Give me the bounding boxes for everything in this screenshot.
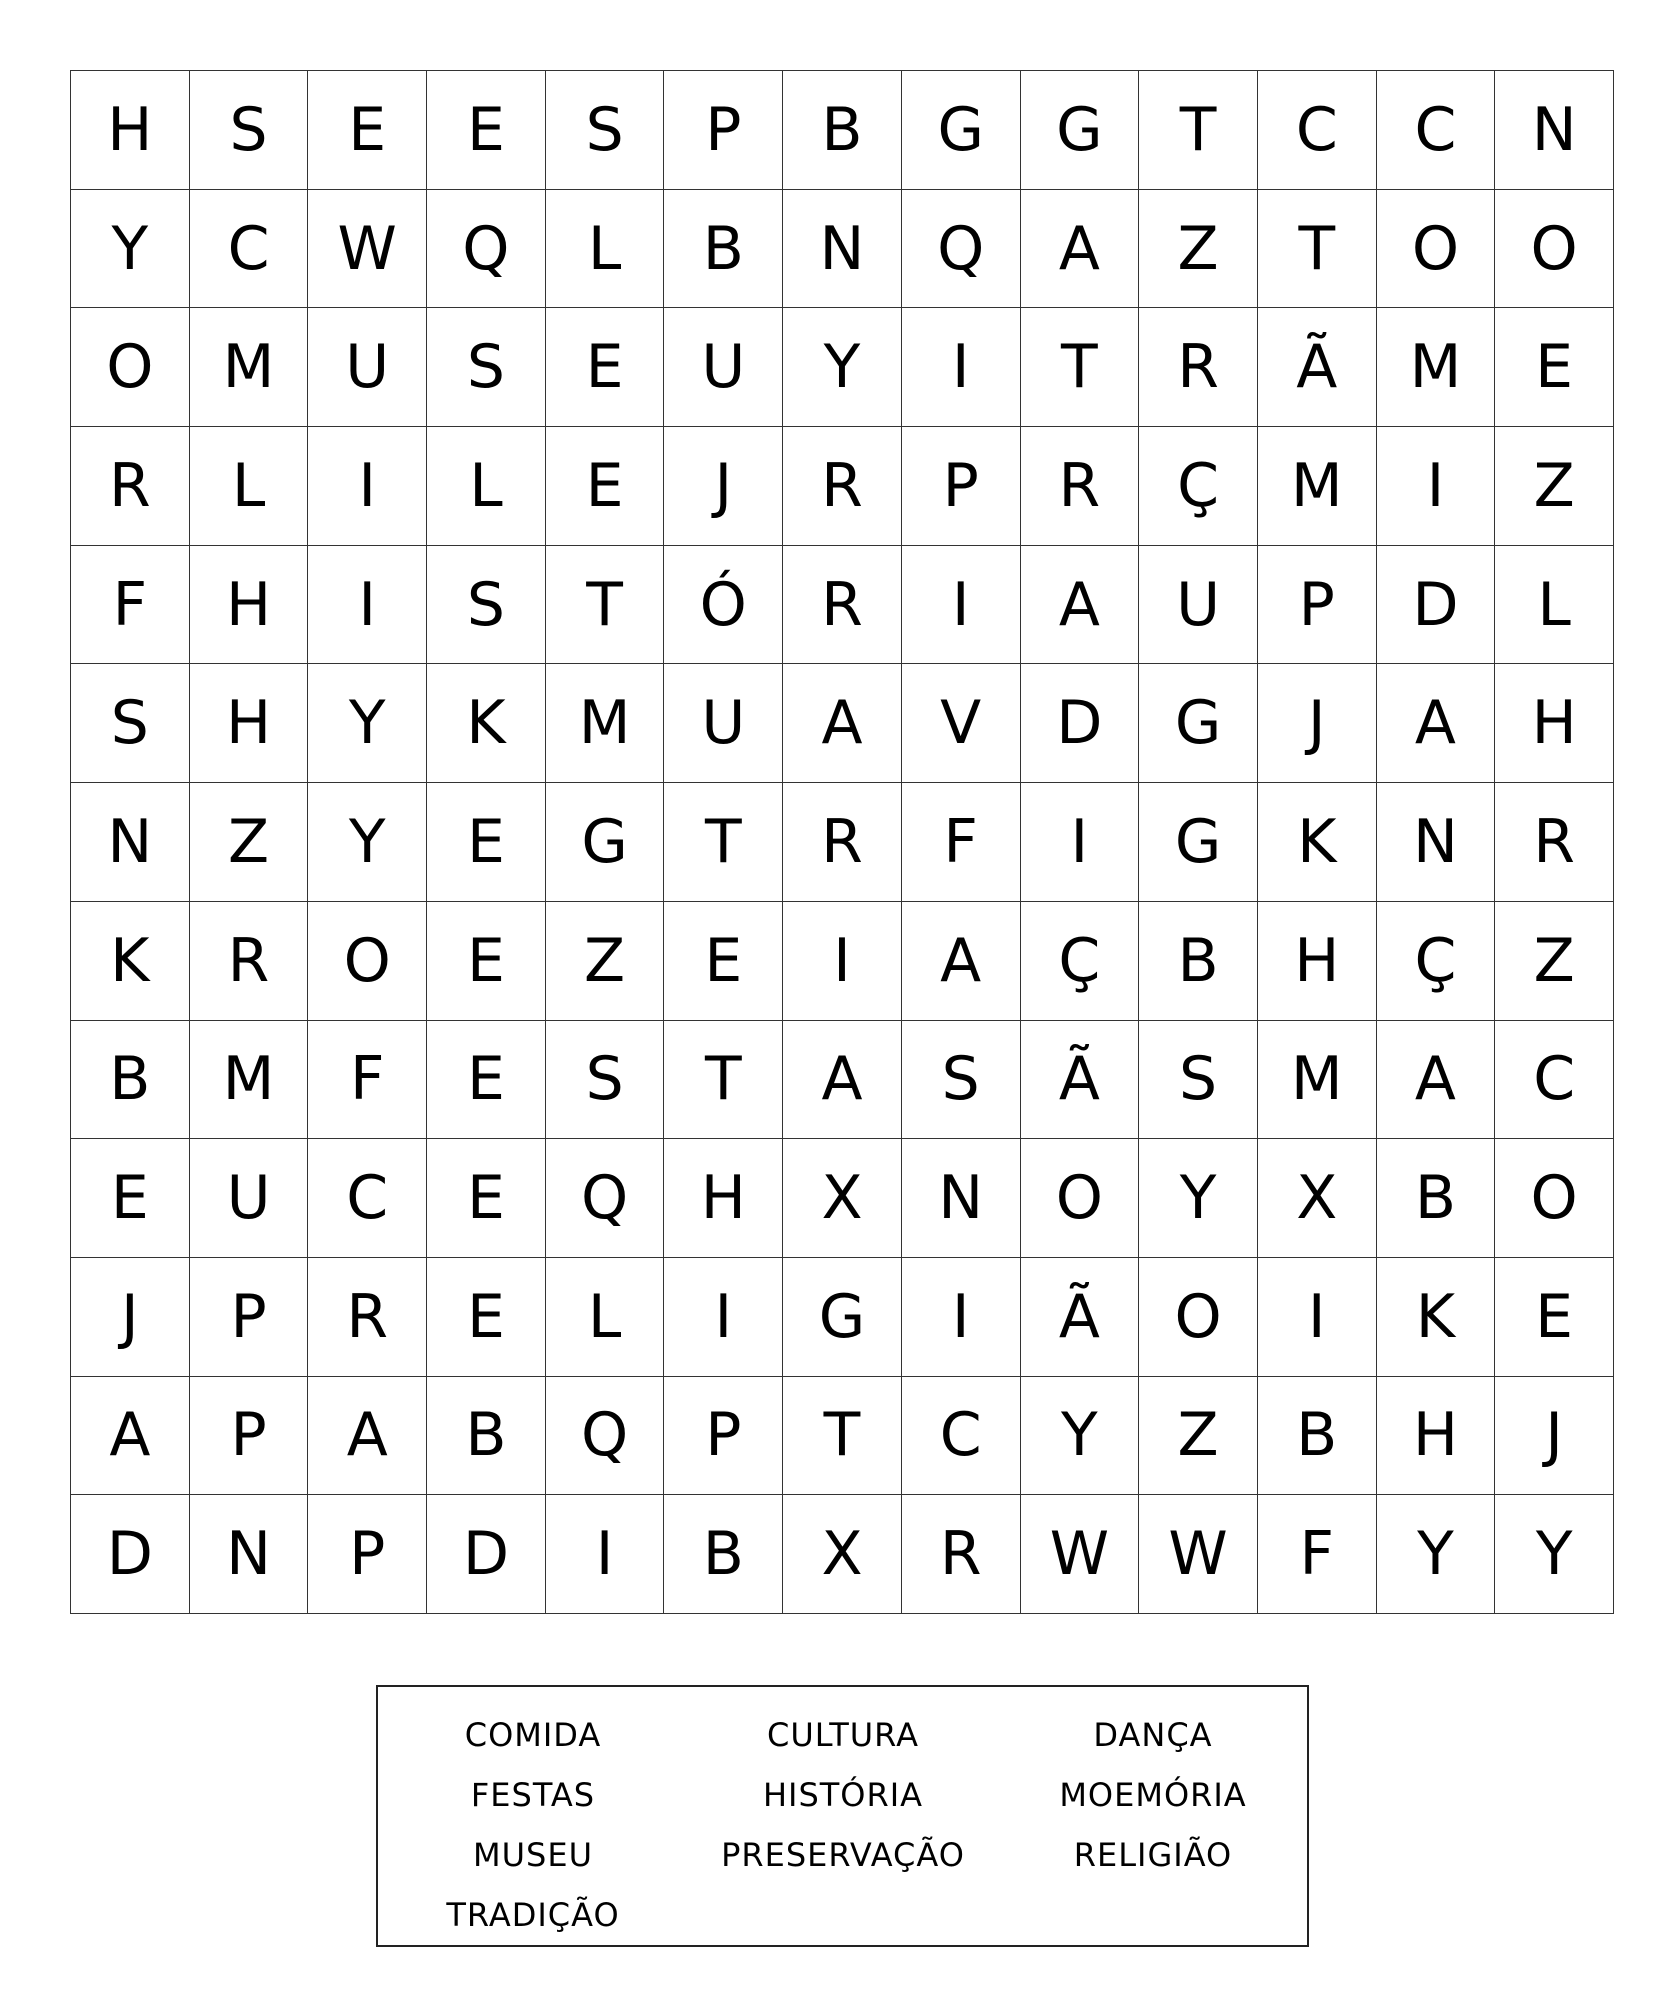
grid-cell[interactable]: S [427, 546, 546, 665]
grid-cell[interactable]: M [546, 664, 665, 783]
grid-cell[interactable]: O [1139, 1258, 1258, 1377]
grid-cell[interactable]: A [902, 902, 1021, 1021]
grid-cell[interactable]: O [71, 308, 190, 427]
grid-cell[interactable]: O [308, 902, 427, 1021]
grid-cell[interactable]: L [427, 427, 546, 546]
grid-cell[interactable]: E [1495, 1258, 1614, 1377]
grid-cell[interactable]: I [1258, 1258, 1377, 1377]
grid-cell[interactable]: A [308, 1377, 427, 1496]
word-bank-item: MUSEU [473, 1836, 593, 1874]
grid-cell[interactable]: E [546, 308, 665, 427]
grid-cell[interactable]: C [190, 190, 309, 309]
word-bank-column [688, 1705, 998, 1885]
grid-cell[interactable]: N [902, 1139, 1021, 1258]
grid-cell[interactable]: P [308, 1495, 427, 1614]
grid-cell[interactable]: D [427, 1495, 546, 1614]
grid-cell[interactable]: C [1258, 71, 1377, 190]
grid-cell[interactable]: I [1021, 783, 1140, 902]
word-bank-item: DANÇA [1093, 1716, 1213, 1754]
grid-cell[interactable]: N [783, 190, 902, 309]
grid-cell[interactable]: J [1495, 1377, 1614, 1496]
grid-cell[interactable]: E [427, 902, 546, 1021]
grid-cell[interactable]: B [71, 1021, 190, 1140]
grid-cell[interactable]: G [902, 71, 1021, 190]
grid-cell[interactable]: W [308, 190, 427, 309]
word-bank-item: RELIGIÃO [1073, 1836, 1233, 1874]
grid-cell[interactable]: E [546, 427, 665, 546]
grid-cell[interactable]: F [71, 546, 190, 665]
grid-cell[interactable]: I [308, 427, 427, 546]
grid-cell[interactable]: X [783, 1495, 902, 1614]
grid-cell[interactable]: Y [1021, 1377, 1140, 1496]
grid-cell[interactable]: T [1139, 71, 1258, 190]
grid-cell[interactable]: S [71, 664, 190, 783]
grid-cell[interactable]: Y [1139, 1139, 1258, 1258]
grid-cell[interactable]: Z [1495, 427, 1614, 546]
grid-cell[interactable]: I [902, 546, 1021, 665]
grid-cell[interactable]: F [308, 1021, 427, 1140]
grid-cell[interactable]: S [546, 71, 665, 190]
grid-cell[interactable]: T [664, 783, 783, 902]
word-bank-column [378, 1705, 688, 1945]
grid-cell[interactable]: N [71, 783, 190, 902]
grid-cell[interactable]: X [1258, 1139, 1377, 1258]
grid-cell[interactable]: A [783, 1021, 902, 1140]
grid-cell[interactable]: I [546, 1495, 665, 1614]
grid-cell[interactable]: Y [71, 190, 190, 309]
grid-cell[interactable]: H [71, 71, 190, 190]
grid-cell[interactable]: R [190, 902, 309, 1021]
grid-cell[interactable]: T [664, 1021, 783, 1140]
grid-cell[interactable]: R [308, 1258, 427, 1377]
grid-cell[interactable]: A [1021, 546, 1140, 665]
grid-cell[interactable]: Z [190, 783, 309, 902]
grid-cell[interactable]: B [664, 190, 783, 309]
grid-cell[interactable]: Ç [1139, 427, 1258, 546]
grid-cell[interactable]: A [1377, 1021, 1496, 1140]
grid-cell[interactable]: P [664, 1377, 783, 1496]
grid-cell[interactable]: D [71, 1495, 190, 1614]
grid-cell[interactable]: S [1139, 1021, 1258, 1140]
grid-cell[interactable]: E [664, 902, 783, 1021]
grid-cell[interactable]: E [427, 1021, 546, 1140]
grid-cell[interactable]: T [1258, 190, 1377, 309]
grid-cell[interactable]: R [783, 427, 902, 546]
grid-cell[interactable]: H [190, 546, 309, 665]
grid-cell[interactable]: E [71, 1139, 190, 1258]
grid-cell[interactable]: I [308, 546, 427, 665]
grid-cell[interactable]: Y [1377, 1495, 1496, 1614]
grid-cell[interactable]: Ã [1021, 1021, 1140, 1140]
grid-cell[interactable]: L [546, 190, 665, 309]
grid-cell[interactable]: B [427, 1377, 546, 1496]
grid-cell[interactable]: I [902, 308, 1021, 427]
grid-cell[interactable]: T [546, 546, 665, 665]
grid-cell[interactable]: O [1495, 1139, 1614, 1258]
grid-cell[interactable]: R [1139, 308, 1258, 427]
grid-cell[interactable]: G [546, 783, 665, 902]
grid-cell[interactable]: G [1139, 783, 1258, 902]
grid-cell[interactable]: L [546, 1258, 665, 1377]
grid-cell[interactable]: R [1495, 783, 1614, 902]
grid-cell[interactable]: E [427, 71, 546, 190]
grid-cell[interactable]: A [71, 1377, 190, 1496]
grid-cell[interactable]: D [1021, 664, 1140, 783]
grid-cell[interactable]: M [190, 1021, 309, 1140]
word-bank-item: TRADIÇÃO [446, 1896, 620, 1934]
grid-cell[interactable]: E [427, 1258, 546, 1377]
grid-cell[interactable]: R [783, 783, 902, 902]
grid-cell[interactable]: H [190, 664, 309, 783]
grid-cell[interactable]: B [1258, 1377, 1377, 1496]
grid-cell[interactable]: G [1021, 71, 1140, 190]
grid-cell[interactable]: E [427, 783, 546, 902]
word-bank-item: FESTAS [470, 1776, 596, 1814]
word-bank-item: MOEMÓRIA [1059, 1776, 1247, 1814]
grid-cell[interactable]: M [1377, 308, 1496, 427]
grid-cell[interactable]: E [427, 1139, 546, 1258]
grid-cell[interactable]: Q [902, 190, 1021, 309]
grid-cell[interactable]: A [783, 664, 902, 783]
grid-cell[interactable]: R [902, 1495, 1021, 1614]
grid-cell[interactable]: S [902, 1021, 1021, 1140]
grid-cell[interactable]: T [783, 1377, 902, 1496]
grid-cell[interactable]: O [1495, 190, 1614, 309]
grid-cell[interactable]: Z [1139, 190, 1258, 309]
grid-cell[interactable]: U [308, 308, 427, 427]
word-bank-item: PRESERVAÇÃO [721, 1836, 965, 1874]
grid-cell[interactable]: A [1377, 664, 1496, 783]
grid-cell[interactable]: Z [1495, 902, 1614, 1021]
word-bank [376, 1685, 1309, 1947]
grid-cell[interactable]: I [902, 1258, 1021, 1377]
grid-cell[interactable]: L [1495, 546, 1614, 665]
grid-cell[interactable]: K [1377, 1258, 1496, 1377]
grid-cell[interactable]: Ç [1021, 902, 1140, 1021]
grid-cell[interactable]: R [783, 546, 902, 665]
grid-cell[interactable]: K [71, 902, 190, 1021]
grid-cell[interactable]: C [902, 1377, 1021, 1496]
grid-cell[interactable]: Z [1139, 1377, 1258, 1496]
grid-cell[interactable]: H [1495, 664, 1614, 783]
grid-cell[interactable]: N [190, 1495, 309, 1614]
word-bank-item: HISTÓRIA [762, 1776, 924, 1814]
grid-cell[interactable]: P [190, 1258, 309, 1377]
grid-cell[interactable]: L [190, 427, 309, 546]
grid-cell[interactable]: U [190, 1139, 309, 1258]
grid-cell[interactable]: Y [308, 783, 427, 902]
grid-cell[interactable]: X [783, 1139, 902, 1258]
grid-cell[interactable]: N [1377, 783, 1496, 902]
word-bank-column [998, 1705, 1308, 1885]
grid-cell[interactable]: G [1139, 664, 1258, 783]
grid-cell[interactable]: Q [546, 1139, 665, 1258]
grid-cell[interactable]: F [902, 783, 1021, 902]
grid-cell[interactable]: S [427, 308, 546, 427]
grid-cell[interactable]: M [1258, 1021, 1377, 1140]
grid-cell[interactable]: B [1377, 1139, 1496, 1258]
grid-cell[interactable]: C [308, 1139, 427, 1258]
grid-cell[interactable]: P [902, 427, 1021, 546]
grid-cell[interactable]: H [1258, 902, 1377, 1021]
grid-cell[interactable]: O [1021, 1139, 1140, 1258]
grid-cell[interactable]: Y [308, 664, 427, 783]
grid-cell[interactable]: W [1021, 1495, 1140, 1614]
grid-cell[interactable]: H [1377, 1377, 1496, 1496]
word-search-grid [70, 70, 1614, 1614]
grid-cell[interactable]: K [1258, 783, 1377, 902]
grid-cell[interactable]: Ã [1021, 1258, 1140, 1377]
grid-cell[interactable]: J [664, 427, 783, 546]
grid-cell[interactable]: O [1377, 190, 1496, 309]
grid-cell[interactable]: I [664, 1258, 783, 1377]
grid-cell[interactable]: E [1495, 308, 1614, 427]
grid-cell[interactable]: R [1021, 427, 1140, 546]
grid-cell[interactable]: C [1495, 1021, 1614, 1140]
grid-cell[interactable]: Y [783, 308, 902, 427]
grid-cell[interactable]: D [1377, 546, 1496, 665]
grid-cell[interactable]: R [71, 427, 190, 546]
grid-cell[interactable]: I [1377, 427, 1496, 546]
grid-cell[interactable]: A [1021, 190, 1140, 309]
grid-cell[interactable]: U [1139, 546, 1258, 665]
grid-cell[interactable]: T [1021, 308, 1140, 427]
grid-cell[interactable]: E [308, 71, 427, 190]
grid-cell[interactable]: H [664, 1139, 783, 1258]
grid-cell[interactable]: J [71, 1258, 190, 1377]
grid-cell[interactable]: I [783, 902, 902, 1021]
grid-cell[interactable]: Ç [1377, 902, 1496, 1021]
grid-cell[interactable]: G [783, 1258, 902, 1377]
grid-cell[interactable]: Q [546, 1377, 665, 1496]
grid-cell[interactable]: W [1139, 1495, 1258, 1614]
grid-cell[interactable]: Ã [1258, 308, 1377, 427]
grid-cell[interactable]: P [664, 71, 783, 190]
grid-cell[interactable]: Q [427, 190, 546, 309]
word-bank-item: CULTURA [767, 1716, 919, 1754]
grid-cell[interactable]: J [1258, 664, 1377, 783]
grid-cell[interactable]: F [1258, 1495, 1377, 1614]
grid-cell[interactable]: N [1495, 71, 1614, 190]
grid-cell[interactable]: K [427, 664, 546, 783]
grid-cell[interactable]: C [1377, 71, 1496, 190]
word-bank-item: COMIDA [464, 1716, 602, 1754]
grid-cell[interactable]: V [902, 664, 1021, 783]
grid-cell[interactable]: Y [1495, 1495, 1614, 1614]
grid-cell[interactable]: P [190, 1377, 309, 1496]
grid-cell[interactable]: Ó [664, 546, 783, 665]
grid-cell[interactable]: U [664, 308, 783, 427]
grid-cell[interactable]: Z [546, 902, 665, 1021]
grid-cell[interactable]: B [1139, 902, 1258, 1021]
grid-cell[interactable]: M [1258, 427, 1377, 546]
grid-cell[interactable]: P [1258, 546, 1377, 665]
grid-cell[interactable]: B [783, 71, 902, 190]
grid-cell[interactable]: S [190, 71, 309, 190]
grid-cell[interactable]: B [664, 1495, 783, 1614]
grid-cell[interactable]: S [546, 1021, 665, 1140]
grid-cell[interactable]: M [190, 308, 309, 427]
grid-cell[interactable]: U [664, 664, 783, 783]
